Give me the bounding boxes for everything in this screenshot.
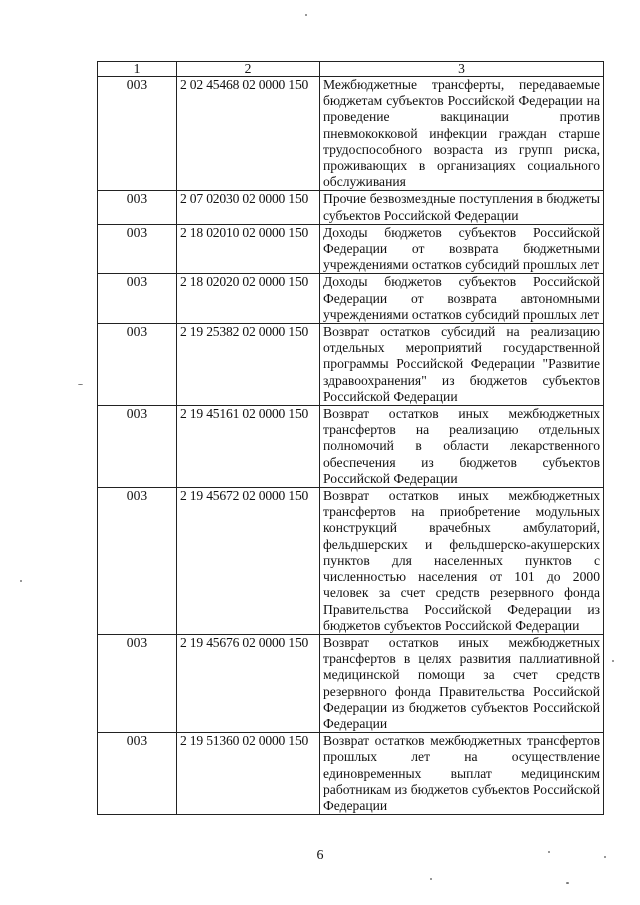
admin-code-cell: 003 — [98, 274, 177, 324]
table-row — [98, 733, 604, 815]
scan-speck — [612, 660, 614, 662]
description-cell: Возврат остатков межбюджетных трансфертов прошлых лет на осуществление единовременных выплат медицинским работникам из бюджетов субъектов Российской Федерации — [320, 733, 604, 815]
scan-speck — [78, 384, 83, 385]
admin-code-cell: 003 — [98, 634, 177, 732]
budget-code-cell: 2 19 45672 02 0000 150 — [177, 488, 320, 635]
scan-speck — [430, 878, 432, 880]
budget-code-cell: 2 02 45468 02 0000 150 — [177, 77, 320, 191]
admin-code-cell: 003 — [98, 488, 177, 635]
scan-speck — [548, 851, 550, 853]
budget-code-cell: 2 19 45161 02 0000 150 — [177, 406, 320, 488]
table-row — [98, 406, 604, 488]
admin-code-cell: 003 — [98, 733, 177, 815]
scan-speck — [305, 14, 307, 16]
table-row — [98, 224, 604, 274]
budget-code-cell: 2 19 25382 02 0000 150 — [177, 324, 320, 406]
table-row — [98, 488, 604, 635]
column-header-3: 3 — [320, 62, 604, 77]
table-row — [98, 191, 604, 224]
table-header-row — [98, 62, 604, 77]
budget-code-cell: 2 19 45676 02 0000 150 — [177, 634, 320, 732]
description-cell: Прочие безвозмездные поступления в бюджеты субъектов Российской Федерации — [320, 191, 604, 224]
scan-speck — [604, 856, 606, 858]
description-cell: Доходы бюджетов субъектов Российской Федерации от возврата бюджетными учреждениями остатков субсидий прошлых лет — [320, 224, 604, 274]
description-cell: Возврат остатков иных межбюджетных трансфертов в целях развития паллиативной медицинской помощи за счет средств резервного фонда Правительства Российской Федерации из бюджетов субъектов Российской Федерации — [320, 634, 604, 732]
budget-code-cell: 2 18 02020 02 0000 150 — [177, 274, 320, 324]
admin-code-cell: 003 — [98, 324, 177, 406]
admin-code-cell: 003 — [98, 406, 177, 488]
budget-code-cell: 2 18 02010 02 0000 150 — [177, 224, 320, 274]
description-cell: Межбюджетные трансферты, передаваемые бюджетам субъектов Российской Федерации на проведение вакцинации против пневмококковой инфекции граждан старше трудоспособного возраста из групп риска, проживающих в организациях социального обслуживания — [320, 77, 604, 191]
budget-code-cell: 2 19 51360 02 0000 150 — [177, 733, 320, 815]
table-row — [98, 324, 604, 406]
scan-speck — [566, 882, 569, 884]
table-row — [98, 77, 604, 191]
page-number: 6 — [316, 848, 324, 863]
description-cell: Возврат остатков субсидий на реализацию отдельных мероприятий государственной программы Российской Федерации "Развитие здравоохранения" из бюджетов субъектов Российской Федерации — [320, 324, 604, 406]
description-cell: Возврат остатков иных межбюджетных трансфертов на реализацию отдельных полномочий в области лекарственного обеспечения из бюджетов субъектов Российской Федерации — [320, 406, 604, 488]
admin-code-cell: 003 — [98, 77, 177, 191]
column-header-2: 2 — [177, 62, 320, 77]
table-row — [98, 274, 604, 324]
admin-code-cell: 003 — [98, 224, 177, 274]
scan-speck — [20, 580, 22, 582]
budget-classification-table — [97, 61, 604, 815]
column-header-1: 1 — [98, 62, 177, 77]
description-cell: Доходы бюджетов субъектов Российской Федерации от возврата автономными учреждениями остатков субсидий прошлых лет — [320, 274, 604, 324]
budget-code-cell: 2 07 02030 02 0000 150 — [177, 191, 320, 224]
table-row — [98, 634, 604, 732]
admin-code-cell: 003 — [98, 191, 177, 224]
description-cell: Возврат остатков иных межбюджетных трансфертов на приобретение модульных конструкций врачебных амбулаторий, фельдшерских и фельдшерско-акушерских пунктов для населенных пунктов с численностью населения от 101 до 2000 человек за счет средств резервного фонда Правительства Российской Федерации из бюджетов субъектов Российской Федерации — [320, 488, 604, 635]
